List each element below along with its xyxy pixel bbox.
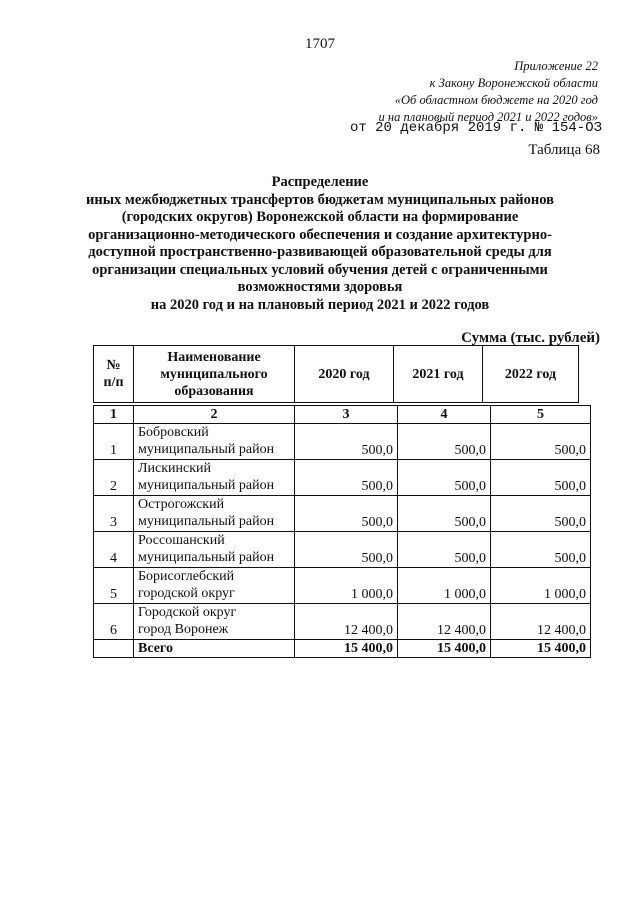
row-number: 2 [94,460,134,496]
municipality-name-line: муниципальный район [138,442,275,457]
title-line: доступной пространственно-развивающей образовательной среды для [88,244,552,260]
title-line: организационно-методического обеспечения и создание архитектурно- [88,226,552,243]
municipality-name-line: Городской округ [138,605,237,620]
value-2022: 500,0 [491,496,591,532]
value-2020: 12 400,0 [295,604,398,640]
municipality-name-line: городской округ [138,586,235,601]
header-number-line: п/п [103,375,124,390]
value-2021: 500,0 [398,532,491,568]
column-index-row [94,406,591,424]
table-row [94,532,591,568]
title-line: Распределение [271,174,369,190]
municipality-name [134,532,295,568]
row-number: 5 [94,568,134,604]
data-table [93,405,591,658]
municipality-name-line: муниципальный район [138,550,275,565]
value-2020: 500,0 [295,460,398,496]
header-name [134,346,295,403]
title-line: иных межбюджетных трансфертов бюджетам муниципальных районов [86,191,554,208]
table-header [93,345,579,403]
table-row [94,460,591,496]
total-2022: 15 400,0 [491,640,591,658]
total-number-cell [94,640,134,658]
row-number: 3 [94,496,134,532]
municipality-name-line: Бобровский [138,425,209,440]
page-number: 1707 [305,36,335,52]
header-year-2022: 2022 год [483,346,579,403]
appendix-line: «Об областном бюджете на 2020 год [394,93,598,107]
total-2021: 15 400,0 [398,640,491,658]
total-row [94,640,591,658]
title-line: на 2020 год и на плановый период 2021 и 2022 годов [150,296,490,313]
row-number: 1 [94,424,134,460]
table-row [94,568,591,604]
value-2021: 500,0 [398,496,491,532]
total-label: Всего [134,640,295,658]
header-name-line: муниципального [160,366,268,382]
header-number-line: № [106,358,121,373]
municipality-name-line: Лискинский [138,461,211,476]
column-index: 5 [491,406,591,424]
municipality-name [134,604,295,640]
header-name-line: Наименование [167,349,261,365]
appendix-reference [379,58,598,126]
value-2022: 500,0 [491,460,591,496]
row-number: 4 [94,532,134,568]
column-index: 4 [398,406,491,424]
row-number: 6 [94,604,134,640]
municipality-name-line: Острогожский [138,497,225,512]
table-row [94,424,591,460]
document-title [80,174,560,314]
municipality-name [134,496,295,532]
appendix-line: и на плановый период 2021 и 2022 годов» [378,110,598,124]
municipality-name [134,424,295,460]
table-row [94,496,591,532]
total-2020: 15 400,0 [295,640,398,658]
law-date-number: от 20 декабря 2019 г. № 154-ОЗ [349,120,602,136]
value-2021: 1 000,0 [398,568,491,604]
municipality-name-line: город Воронеж [138,622,229,637]
municipality-name-line: муниципальный район [138,478,275,493]
value-2020: 1 000,0 [295,568,398,604]
header-year-2020: 2020 год [295,346,394,403]
value-2020: 500,0 [295,496,398,532]
value-2021: 500,0 [398,460,491,496]
title-line: организации специальных условий обучения детей с ограниченными [92,261,548,278]
header-name-line: образования [174,383,254,399]
column-index: 2 [134,406,295,424]
municipality-name-line: муниципальный район [138,514,275,529]
table-number: Таблица 68 [528,142,600,158]
header-year-2021: 2021 год [394,346,483,403]
value-2022: 500,0 [491,532,591,568]
municipality-name [134,568,295,604]
appendix-line: к Закону Воронежской области [429,76,598,90]
value-2022: 12 400,0 [491,604,591,640]
value-2020: 500,0 [295,532,398,568]
value-2021: 500,0 [398,424,491,460]
column-index: 3 [295,406,398,424]
value-2022: 1 000,0 [491,568,591,604]
column-index: 1 [94,406,134,424]
appendix-line: Приложение 22 [514,59,598,73]
table-row [94,604,591,640]
units-label: Сумма (тыс. рублей) [461,330,600,346]
value-2021: 12 400,0 [398,604,491,640]
municipality-name-line: Борисоглебский [138,569,235,584]
municipality-name [134,460,295,496]
value-2020: 500,0 [295,424,398,460]
value-2022: 500,0 [491,424,591,460]
title-line: возможностями здоровья [237,279,403,295]
title-line: (городских округов) Воронежской области на формирование [121,209,519,225]
header-number [94,346,134,403]
municipality-name-line: Россошанский [138,533,225,548]
